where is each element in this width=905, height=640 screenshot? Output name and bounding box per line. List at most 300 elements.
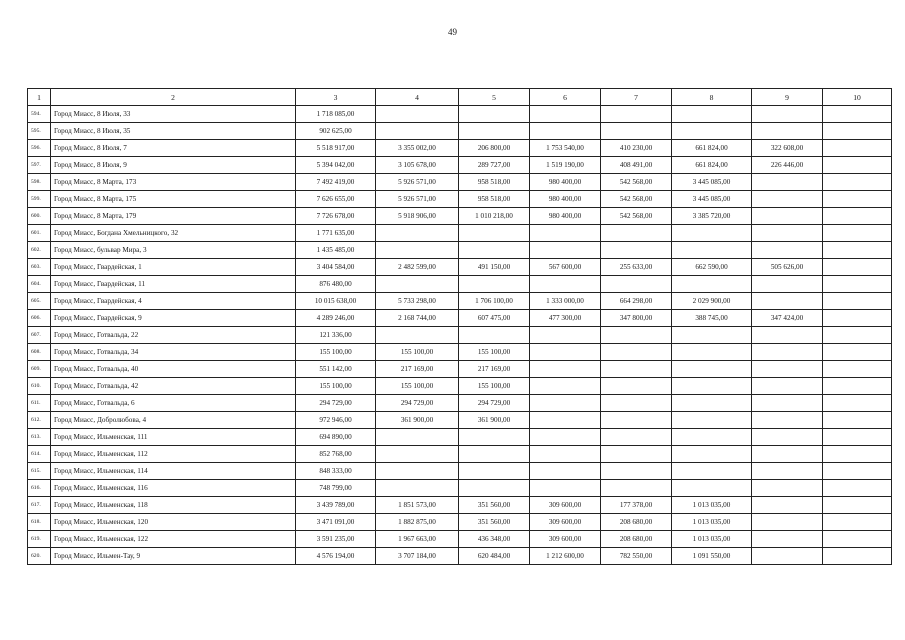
amount-cell [823,242,892,259]
amount-cell: 410 230,00 [601,140,672,157]
table-row [28,310,892,327]
amount-cell [672,276,752,293]
amount-cell: 3 471 091,00 [296,514,376,531]
amount-cell: 1 519 190,00 [530,157,601,174]
row-index: 620. [28,548,51,565]
amount-cell [672,395,752,412]
column-header: 10 [823,89,892,106]
address-cell: Город Миасс, Добролюбова, 4 [51,412,296,429]
amount-cell: 1 013 035,00 [672,531,752,548]
row-index: 594. [28,106,51,123]
amount-cell [376,123,459,140]
amount-cell [823,361,892,378]
amount-cell [823,463,892,480]
amount-cell: 1 706 100,00 [459,293,530,310]
amount-cell: 1 967 663,00 [376,531,459,548]
address-cell: Город Миасс, Ильменская, 116 [51,480,296,497]
amount-cell [530,446,601,463]
address-cell: Город Миасс, Гвардейская, 4 [51,293,296,310]
amount-cell: 1 753 540,00 [530,140,601,157]
amount-cell [601,463,672,480]
amount-cell: 351 560,00 [459,514,530,531]
address-cell: Город Миасс, Готвальда, 22 [51,327,296,344]
address-cell: Город Миасс, Готвальда, 34 [51,344,296,361]
amount-cell [601,123,672,140]
table-row [28,361,892,378]
address-cell: Город Миасс, Готвальда, 40 [51,361,296,378]
row-index: 611. [28,395,51,412]
amount-cell: 3 445 085,00 [672,174,752,191]
amount-cell: 347 800,00 [601,310,672,327]
table-row [28,106,892,123]
amount-cell: 226 446,00 [752,157,823,174]
amount-cell [672,106,752,123]
amount-cell: 208 680,00 [601,514,672,531]
amount-cell [672,378,752,395]
amount-cell [601,480,672,497]
table-row [28,123,892,140]
address-cell: Город Миасс, Гвардейская, 11 [51,276,296,293]
amount-cell [823,378,892,395]
amount-cell: 255 633,00 [601,259,672,276]
amount-cell [530,480,601,497]
amount-cell [601,225,672,242]
amount-cell [376,225,459,242]
amount-cell [530,225,601,242]
table-row [28,208,892,225]
amount-cell [672,123,752,140]
row-index: 597. [28,157,51,174]
table-row [28,429,892,446]
row-index: 603. [28,259,51,276]
amount-cell [752,208,823,225]
amount-cell: 4 576 194,00 [296,548,376,565]
amount-cell [823,395,892,412]
amount-cell [376,106,459,123]
amount-cell: 155 100,00 [459,378,530,395]
table-row [28,412,892,429]
address-cell: Город Миасс, Ильменская, 111 [51,429,296,446]
row-index: 598. [28,174,51,191]
amount-cell [752,191,823,208]
address-cell: Город Миасс, 8 Июля, 7 [51,140,296,157]
row-index: 602. [28,242,51,259]
amount-cell [752,242,823,259]
table-row [28,191,892,208]
amount-cell [823,123,892,140]
table-row [28,378,892,395]
amount-cell [823,446,892,463]
amount-cell [530,123,601,140]
amount-cell [601,412,672,429]
amount-cell [601,361,672,378]
amount-cell [601,395,672,412]
table-row [28,344,892,361]
row-index: 604. [28,276,51,293]
amount-cell: 1 013 035,00 [672,497,752,514]
amount-cell [459,106,530,123]
address-cell: Город Миасс, Готвальда, 6 [51,395,296,412]
address-cell: Город Миасс, бульвар Мира, 3 [51,242,296,259]
amount-cell: 3 707 184,00 [376,548,459,565]
table-row [28,157,892,174]
table-body [28,89,892,565]
amount-cell: 1 212 600,00 [530,548,601,565]
amount-cell: 155 100,00 [459,344,530,361]
amount-cell [376,327,459,344]
row-index: 607. [28,327,51,344]
amount-cell [752,174,823,191]
amount-cell [672,446,752,463]
amount-cell: 542 568,00 [601,174,672,191]
amount-cell: 852 768,00 [296,446,376,463]
table-row [28,276,892,293]
amount-cell: 155 100,00 [296,378,376,395]
amount-cell: 782 550,00 [601,548,672,565]
amount-cell [672,242,752,259]
amount-cell [752,361,823,378]
table-row [28,174,892,191]
table-row [28,531,892,548]
amount-cell [672,361,752,378]
table-row [28,395,892,412]
amount-cell [823,344,892,361]
table-row [28,463,892,480]
amount-cell [823,276,892,293]
amount-cell: 3 445 085,00 [672,191,752,208]
address-cell: Город Миасс, Ильменская, 120 [51,514,296,531]
amount-cell: 361 900,00 [459,412,530,429]
amount-cell: 155 100,00 [376,378,459,395]
amount-cell: 748 799,00 [296,480,376,497]
table-row [28,140,892,157]
amount-cell [823,106,892,123]
amount-cell: 217 169,00 [459,361,530,378]
amount-cell [530,395,601,412]
amount-cell [752,344,823,361]
amount-cell [530,412,601,429]
amount-cell [823,429,892,446]
row-index: 601. [28,225,51,242]
address-cell: Город Миасс, Гвардейская, 1 [51,259,296,276]
amount-cell: 5 918 906,00 [376,208,459,225]
amount-cell [823,208,892,225]
amount-cell [752,378,823,395]
amount-cell: 567 600,00 [530,259,601,276]
amount-cell [530,276,601,293]
column-header: 8 [672,89,752,106]
amount-cell: 3 439 789,00 [296,497,376,514]
amount-cell [376,276,459,293]
amount-cell [601,327,672,344]
amount-cell [752,276,823,293]
row-index: 608. [28,344,51,361]
row-index: 596. [28,140,51,157]
row-index: 595. [28,123,51,140]
amount-cell: 694 890,00 [296,429,376,446]
amount-cell [459,446,530,463]
amount-cell [752,446,823,463]
amount-cell: 5 733 298,00 [376,293,459,310]
address-cell: Город Миасс, Ильменская, 118 [51,497,296,514]
amount-cell [752,480,823,497]
address-cell: Город Миасс, 8 Марта, 175 [51,191,296,208]
amount-cell [601,446,672,463]
amount-cell: 1 013 035,00 [672,514,752,531]
amount-cell: 217 169,00 [376,361,459,378]
amount-cell: 1 718 085,00 [296,106,376,123]
amount-cell: 664 298,00 [601,293,672,310]
amount-cell [752,123,823,140]
row-index: 612. [28,412,51,429]
amount-cell [530,429,601,446]
amount-cell [530,106,601,123]
table-row [28,497,892,514]
amount-cell: 436 348,00 [459,531,530,548]
amount-cell [459,276,530,293]
row-index: 614. [28,446,51,463]
amount-cell: 902 625,00 [296,123,376,140]
amount-cell: 5 394 042,00 [296,157,376,174]
amount-cell: 542 568,00 [601,191,672,208]
amount-cell: 661 824,00 [672,157,752,174]
amount-cell [459,242,530,259]
address-cell: Город Миасс, Гвардейская, 9 [51,310,296,327]
amount-cell [752,327,823,344]
amount-cell [823,157,892,174]
row-index: 605. [28,293,51,310]
amount-cell: 206 800,00 [459,140,530,157]
address-cell: Город Миасс, 8 Марта, 179 [51,208,296,225]
address-cell: Город Миасс, Ильменская, 122 [51,531,296,548]
column-header: 2 [51,89,296,106]
address-cell: Город Миасс, Ильменская, 114 [51,463,296,480]
amount-cell [601,276,672,293]
amount-cell [823,497,892,514]
funding-table [27,88,892,565]
table-row [28,446,892,463]
amount-cell: 309 600,00 [530,531,601,548]
amount-cell [672,225,752,242]
amount-cell: 351 560,00 [459,497,530,514]
amount-cell: 3 385 720,00 [672,208,752,225]
amount-cell [672,429,752,446]
amount-cell [376,463,459,480]
amount-cell: 177 378,00 [601,497,672,514]
amount-cell [459,225,530,242]
amount-cell: 980 400,00 [530,208,601,225]
table-row [28,480,892,497]
amount-cell: 3 404 584,00 [296,259,376,276]
amount-cell [376,242,459,259]
amount-cell [752,531,823,548]
amount-cell: 491 150,00 [459,259,530,276]
amount-cell: 2 482 599,00 [376,259,459,276]
amount-cell [823,191,892,208]
address-cell: Город Миасс, 8 Июля, 9 [51,157,296,174]
amount-cell [823,225,892,242]
amount-cell: 2 168 744,00 [376,310,459,327]
amount-cell: 551 142,00 [296,361,376,378]
amount-cell: 5 926 571,00 [376,174,459,191]
amount-cell [823,514,892,531]
amount-cell: 289 727,00 [459,157,530,174]
amount-cell [752,514,823,531]
amount-cell: 10 015 638,00 [296,293,376,310]
column-header: 4 [376,89,459,106]
amount-cell [752,395,823,412]
table-row [28,259,892,276]
amount-cell: 388 745,00 [672,310,752,327]
amount-cell [752,293,823,310]
amount-cell [823,531,892,548]
amount-cell: 1 882 875,00 [376,514,459,531]
amount-cell: 1 091 550,00 [672,548,752,565]
amount-cell: 980 400,00 [530,191,601,208]
row-index: 610. [28,378,51,395]
address-cell: Город Миасс, Ильменская, 112 [51,446,296,463]
address-cell: Город Миасс, 8 Марта, 173 [51,174,296,191]
amount-cell: 620 484,00 [459,548,530,565]
amount-cell [823,140,892,157]
amount-cell [459,123,530,140]
amount-cell [601,378,672,395]
column-header: 7 [601,89,672,106]
row-index: 613. [28,429,51,446]
amount-cell [752,429,823,446]
amount-cell: 607 475,00 [459,310,530,327]
row-index: 600. [28,208,51,225]
amount-cell: 661 824,00 [672,140,752,157]
amount-cell: 309 600,00 [530,514,601,531]
row-index: 619. [28,531,51,548]
row-index: 599. [28,191,51,208]
amount-cell [823,548,892,565]
amount-cell: 4 289 246,00 [296,310,376,327]
amount-cell [376,429,459,446]
amount-cell: 477 300,00 [530,310,601,327]
table-row [28,327,892,344]
amount-cell: 1 010 218,00 [459,208,530,225]
amount-cell [752,106,823,123]
amount-cell [530,344,601,361]
amount-cell: 1 333 000,00 [530,293,601,310]
amount-cell [459,480,530,497]
amount-cell: 1 851 573,00 [376,497,459,514]
amount-cell [459,429,530,446]
page-number: 49 [448,27,457,37]
table-row [28,514,892,531]
amount-cell [459,327,530,344]
amount-cell [601,429,672,446]
amount-cell [601,242,672,259]
amount-cell [672,344,752,361]
amount-cell [823,310,892,327]
amount-cell [672,480,752,497]
amount-cell [823,480,892,497]
amount-cell: 876 480,00 [296,276,376,293]
table-row [28,293,892,310]
amount-cell: 980 400,00 [530,174,601,191]
amount-cell: 309 600,00 [530,497,601,514]
amount-cell [530,242,601,259]
row-index: 616. [28,480,51,497]
column-header: 5 [459,89,530,106]
amount-cell: 347 424,00 [752,310,823,327]
amount-cell [752,548,823,565]
address-cell: Город Миасс, Богдана Хмельницкого, 32 [51,225,296,242]
amount-cell [672,463,752,480]
row-index: 606. [28,310,51,327]
amount-cell [459,463,530,480]
column-header: 6 [530,89,601,106]
amount-cell [530,327,601,344]
amount-cell: 1 435 485,00 [296,242,376,259]
row-index: 617. [28,497,51,514]
amount-cell: 7 626 655,00 [296,191,376,208]
amount-cell: 208 680,00 [601,531,672,548]
amount-cell [601,106,672,123]
row-index: 609. [28,361,51,378]
amount-cell: 958 518,00 [459,191,530,208]
amount-cell: 294 729,00 [296,395,376,412]
amount-cell: 155 100,00 [296,344,376,361]
table-row [28,225,892,242]
amount-cell: 5 518 917,00 [296,140,376,157]
amount-cell [823,293,892,310]
address-cell: Город Миасс, 8 Июля, 35 [51,123,296,140]
amount-cell [530,463,601,480]
amount-cell: 662 590,00 [672,259,752,276]
header-row [28,89,892,106]
amount-cell: 542 568,00 [601,208,672,225]
amount-cell [752,497,823,514]
amount-cell [823,259,892,276]
table-row [28,548,892,565]
amount-cell: 505 626,00 [752,259,823,276]
amount-cell: 408 491,00 [601,157,672,174]
row-index: 615. [28,463,51,480]
amount-cell [752,463,823,480]
amount-cell: 958 518,00 [459,174,530,191]
amount-cell: 3 591 235,00 [296,531,376,548]
amount-cell: 7 726 678,00 [296,208,376,225]
column-header: 9 [752,89,823,106]
amount-cell: 5 926 571,00 [376,191,459,208]
amount-cell: 848 333,00 [296,463,376,480]
amount-cell: 3 105 678,00 [376,157,459,174]
amount-cell: 322 608,00 [752,140,823,157]
table-row [28,242,892,259]
amount-cell: 1 771 635,00 [296,225,376,242]
amount-cell: 972 946,00 [296,412,376,429]
amount-cell [376,446,459,463]
amount-cell [672,327,752,344]
amount-cell: 121 336,00 [296,327,376,344]
amount-cell: 361 900,00 [376,412,459,429]
amount-cell: 294 729,00 [459,395,530,412]
amount-cell [530,378,601,395]
amount-cell [601,344,672,361]
amount-cell: 155 100,00 [376,344,459,361]
address-cell: Город Миасс, 8 Июля, 33 [51,106,296,123]
amount-cell: 7 492 419,00 [296,174,376,191]
amount-cell: 3 355 002,00 [376,140,459,157]
amount-cell [823,174,892,191]
column-header: 3 [296,89,376,106]
column-header: 1 [28,89,51,106]
amount-cell: 294 729,00 [376,395,459,412]
